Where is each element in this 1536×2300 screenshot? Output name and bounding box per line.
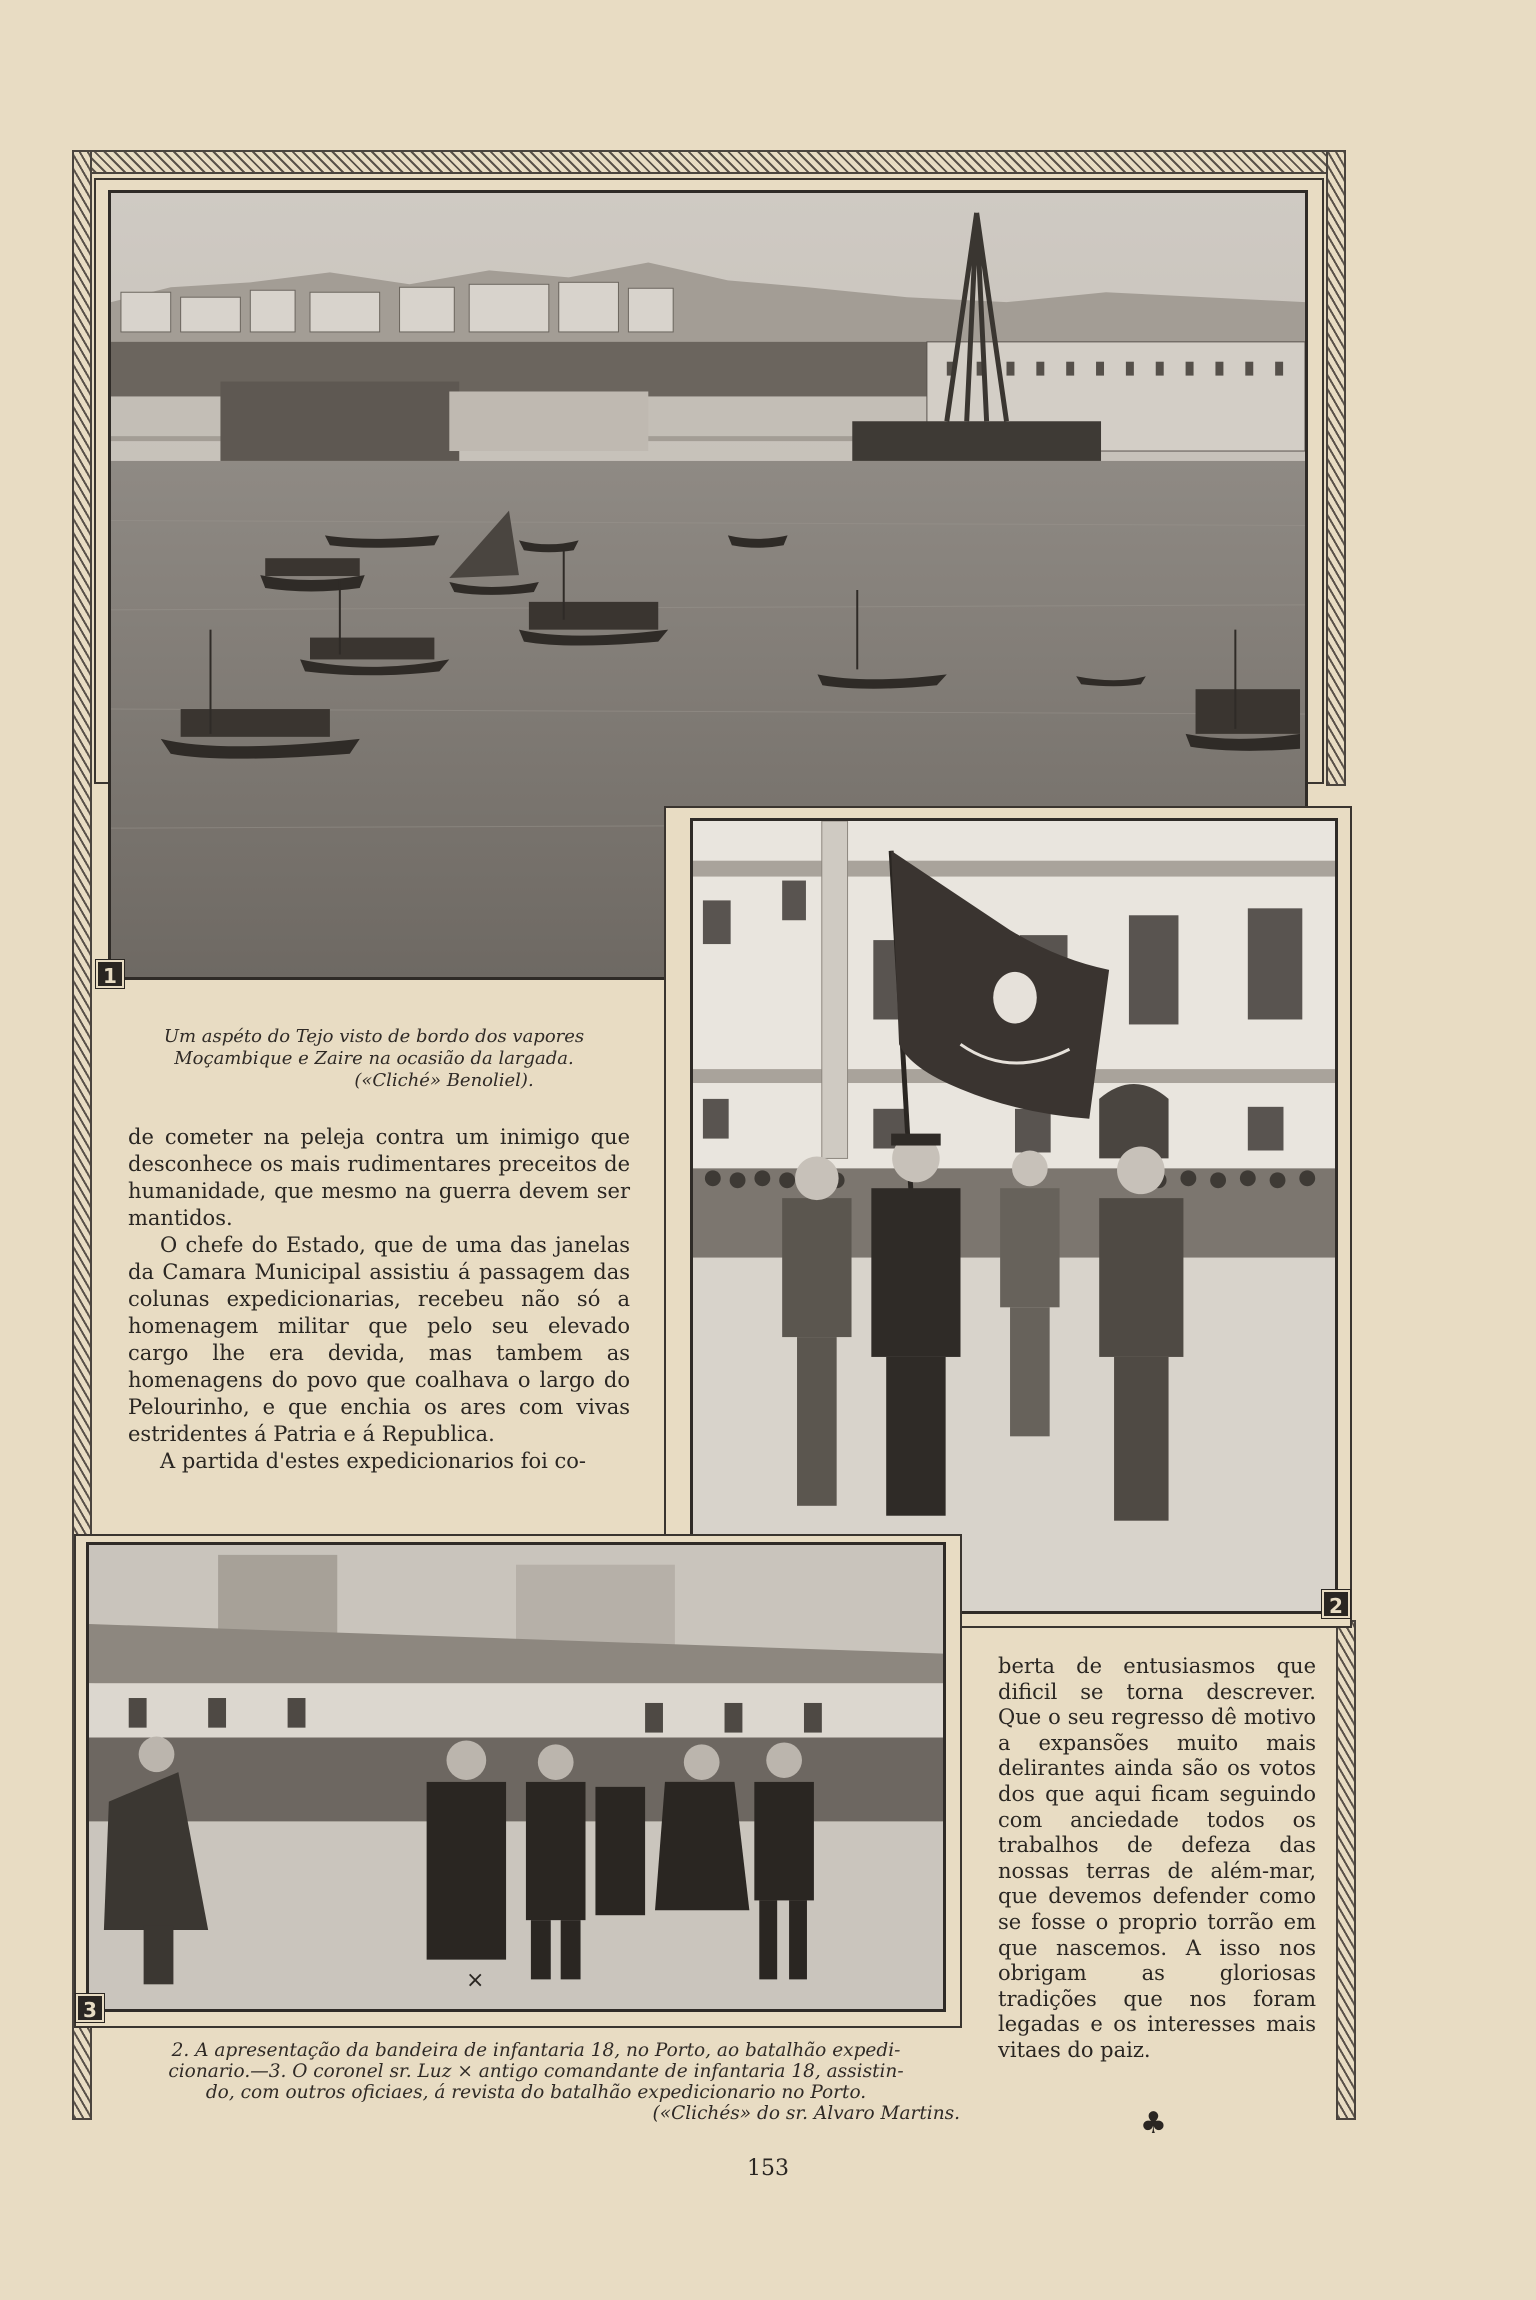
left-paragraph-1: de cometer na peleja contra um inimigo que desconhece os mais rudimentares preceitos de humanidade, que mesmo na guerra devem ser mantidos. <box>128 1125 630 1230</box>
photo-3-number-badge: 3 <box>76 1994 104 2022</box>
caption-1-line-1: Um aspéto do Tejo visto de bordo dos vapores <box>163 1026 585 1047</box>
officers-review-illustration <box>89 1545 943 2009</box>
flag-ceremony-illustration <box>693 821 1335 1611</box>
caption-1-credit: («Cliché» Benoliel). <box>354 1070 534 1091</box>
top-border-ornament <box>72 150 1346 174</box>
page-number: 153 <box>747 2156 789 2181</box>
right-paragraph: berta de entusiasmos que dificil se torna descrever. Que o seu regresso dê motivo a expansões muito mais delirantes ainda são os votos dos que aqui ficam seguindo com anciedade todos os trabalhos de defeza das nossas terras de além-mar, que devemos defender como se fosse o proprio torrão em que nascemos. A isso nos obrigam as gloriosas tradições que nos foram legadas e os interesses mais vitaes do paiz. <box>998 1654 1316 2062</box>
left-paragraph-3: A partida d'estes expedicionarios foi co- <box>160 1449 586 1473</box>
photo-3-cross-mark: × <box>466 1968 485 1993</box>
caption-1-line-2: Moçambique e Zaire na ocasião da largada. <box>174 1048 574 1069</box>
photo-officers-review <box>86 1542 946 2012</box>
right-border-ornament <box>1326 150 1346 786</box>
article-right-column <box>998 1654 1316 2064</box>
photos-2-3-caption <box>96 2040 976 2124</box>
right-lower-border-ornament <box>1336 1620 1356 2120</box>
photo-2-number-badge: 2 <box>1322 1590 1350 1618</box>
caption-23-credit: («Clichés» do sr. Alvaro Martins. <box>652 2103 960 2124</box>
caption-23-line-3: do, com outros oficiaes, á revista do batalhão expedicionario no Porto. <box>205 2082 867 2103</box>
caption-23-line-2: cionario.—3. O coronel sr. Luz × antigo comandante de infantaria 18, assistin- <box>168 2061 904 2082</box>
article-left-column <box>128 1124 630 1475</box>
photo-1-number-badge: 1 <box>96 960 124 988</box>
photo-flag-presentation <box>690 818 1338 1614</box>
club-ornament-icon: ♣ <box>1140 2106 1167 2141</box>
left-paragraph-2: O chefe do Estado, que de uma das janelas da Camara Municipal assistiu á passagem das colunas expedicionarias, recebeu não só a homenagem militar que pelo seu elevado cargo lhe era devida, mas tambem as homenagens do povo que coalhava o largo do Pelourinho, e que enchia os ares com vivas estridentes á Patria e á Republica. <box>128 1233 630 1446</box>
photo-1-caption <box>104 1026 644 1092</box>
caption-23-line-1: 2. A apresentação da bandeira de infantaria 18, no Porto, ao batalhão expedi- <box>171 2040 901 2061</box>
